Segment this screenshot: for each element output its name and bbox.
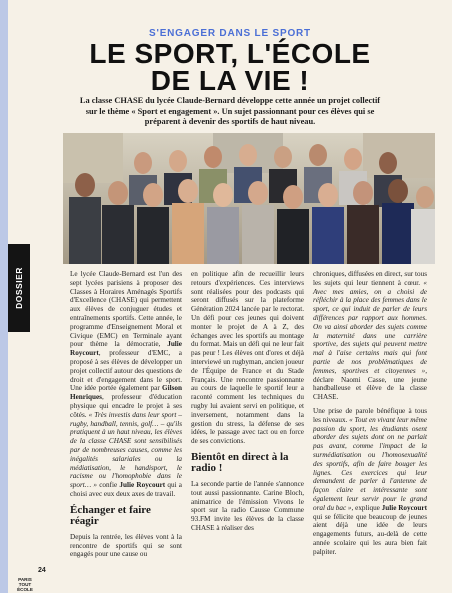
publication-logo: PARIS TOUT ÉCOLE: [17, 577, 33, 592]
chapo: La classe CHASE du lycée Claude-Bernard développe cette année un projet collectif sur le thème « Sport et engagement ». Un sujet passionnant pour ces élèves qui se préparent à devenir des sportifs de haut niveau.: [79, 96, 381, 127]
magazine-page: [8, 0, 452, 593]
page-number: 24: [38, 567, 46, 574]
subheading: Échanger et faire réagir: [70, 503, 151, 528]
article-column-2: [191, 270, 304, 538]
subheading: Bientôt en direct à la radio !: [191, 450, 289, 475]
article-column-3: [313, 270, 427, 562]
kicker: S'ENGAGER DANS LE SPORT: [149, 28, 311, 39]
page-title: [8, 40, 452, 94]
group-photo-illustration: [63, 133, 435, 264]
paragraph: chroniques, diffusées en direct, sur tous les sujets qui leur tiennent à cœur. « Avec mes amies, on a choisi de réfléchir à la place des femmes dans le sport, ce qui induit de parler de leurs différences par rapport aux hommes. On va ainsi aborder des sujets comme la maternité dans une carrière sportive, des sujets qui peuvent mettre mal à l'aise certains mais qui font partie de nos problématiques de femmes, sportives et citoyennes », déclare Naomi Casse, une jeune handballeuse et élève de la classe CHASE.: [313, 270, 427, 402]
article-column-1: [70, 270, 182, 564]
group-photo: [63, 133, 435, 264]
paragraph: en politique afin de recueillir leurs retours d'expériences. Ces interviews sont réalisées pour des podcasts qui seront diffusés sur la plateforme Génération 2024 lancée par le rectorat. Un défi pour ces jeunes qui doivent monter le projet de A à Z, des échanges avec les sportifs au montage du format. Mais un défi qui ne leur fait pas peur ! Les élèves ont d'ores et déjà interviewé un rugbyman, ancien joueur de l'Équipe de France et du Stade Français. Une rencontre passionnante au cours de laquelle le sportif leur a raconté comment les techniques du rugby lui avaient servi en politique, et inversement, notamment dans la gestion du stress, la défense de ses idées, le passage avec tact ou en force de ses convictions.: [191, 270, 304, 446]
paragraph: Une prise de parole bénéfique à tous les niveaux. « Tout en vivant leur même passion du sport, les étudiants osent aborder des sujets dont on ne parlait pas avant, comme l'impact de la surmédiatisation ou l'homosexualité des sportifs, afin de faire bouger les lignes. Ces exercices qui leur demandent de parler à l'antenne de façon claire et intéressante sont également leur servir pour le grand oral du bac », explique Julie Roycourt qui se félicite que beaucoup de jeunes aient déjà une idée de leurs engagements futurs, au-delà de cette année scolaire qui les aura bien fait palpiter.: [313, 406, 427, 556]
title-line-2: DE LA VIE !: [150, 65, 310, 96]
section-tab-label: DOSSIER: [14, 267, 24, 309]
paragraph: La seconde partie de l'année s'annonce tout aussi passionnante. Carine Bloch, animatrice de l'émission Vivons le sport sur la radio Causse Commune 93.FM invite les élèves de la classe CHASE à réaliser des: [191, 479, 304, 532]
paragraph: Le lycée Claude-Bernard est l'un des sept lycées parisiens à proposer des Classes à Horaires Aménagés Sportifs d'Excellence (CHASE) qui permettent aux élèves de conjuguer études et entraînements sportifs. Cette année, le programme d'Enseignement Moral et Civique (EMC) en Terminale ayant pour thème la démocratie, Julie Roycourt, professeur d'EMC, a proposé à ses élèves de développer un projet collectif autour des questions de droit et d'engagement dans le sport. Une idée portée également par Gilson Henriques, professeur d'éducation physique qui encadre le projet à ses côtés. « Très investis dans leur sport – rugby, handball, tennis, golf… – qu'ils pratiquent à un haut niveau, les élèves de la classe CHASE sont sensibilisés par de nombreuses causes, comme les inégalités salariales ou la médiatisation, le handisport, le racisme ou l'homophobie dans le sport… » confie Julie Roycourt qui a choisi avec eux deux axes de travail.: [70, 270, 182, 498]
paragraph: Depuis la rentrée, les élèves vont à la rencontre de sportifs qui se sont engagés pour une cause ou: [70, 532, 182, 559]
section-tab: [8, 244, 30, 332]
title-line-1: LE SPORT, L'ÉCOLE: [89, 38, 371, 69]
